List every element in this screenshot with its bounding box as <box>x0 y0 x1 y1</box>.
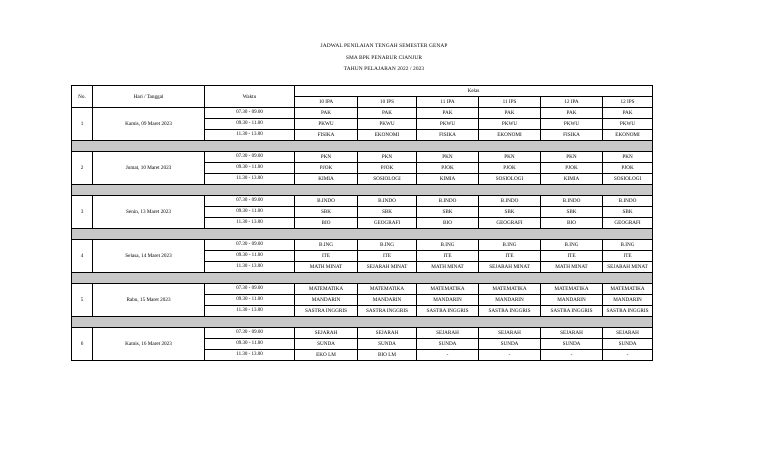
subject-cell: MANDARIN <box>479 295 541 306</box>
subject-cell: SOSIOLOGI <box>479 174 541 185</box>
day-number: 4 <box>72 240 93 273</box>
subject-cell: BIO LM <box>358 350 417 361</box>
subject-cell: PJOK <box>358 163 417 174</box>
subject-cell: KIMIA <box>541 174 603 185</box>
day-date: Selasa, 14 Maret 2023 <box>93 240 205 273</box>
header-class: 11 IPA <box>417 97 479 108</box>
subject-cell: FISIKA <box>417 130 479 141</box>
subject-cell: PKWU <box>295 119 358 130</box>
subject-cell: SASTRA INGGRIS <box>295 306 358 317</box>
subject-cell: BIO <box>417 218 479 229</box>
subject-cell: ITE <box>417 251 479 262</box>
subject-cell: SEJARAH MINAT <box>479 262 541 273</box>
subject-cell: BIO <box>541 218 603 229</box>
subject-cell: PKN <box>603 152 653 163</box>
header-time: Waktu <box>205 86 295 108</box>
subject-cell: PAK <box>541 108 603 119</box>
schedule-row <box>72 196 653 207</box>
subject-cell: FISIKA <box>295 130 358 141</box>
subject-cell: EKONOMI <box>603 130 653 141</box>
header-class: 10 IPA <box>295 97 358 108</box>
subject-cell: B.ING <box>479 240 541 251</box>
subject-cell: GEOGRAFI <box>358 218 417 229</box>
time-slot: 09.30 - 11.00 <box>205 251 295 262</box>
subject-cell: MATH MINAT <box>417 262 479 273</box>
subject-cell: MATEMATIKA <box>479 284 541 295</box>
subject-cell: PKWU <box>541 119 603 130</box>
time-slot: 07.30 - 09.00 <box>205 152 295 163</box>
subject-cell: B.ING <box>417 240 479 251</box>
subject-cell: SASTRA INGGRIS <box>479 306 541 317</box>
subject-cell: FISIKA <box>541 130 603 141</box>
subject-cell: PKN <box>479 152 541 163</box>
school-name: SMA BPK PENABUR CIANJUR <box>345 55 423 61</box>
subject-cell: SASTRA INGGRIS <box>417 306 479 317</box>
day-number: 6 <box>72 328 93 361</box>
time-slot: 09.30 - 11.00 <box>205 119 295 130</box>
time-slot: 07.30 - 09.00 <box>205 108 295 119</box>
subject-cell: SUNDA <box>417 339 479 350</box>
subject-cell: MANDARIN <box>417 295 479 306</box>
subject-cell: SEJARAH <box>358 328 417 339</box>
subject-cell: B.ING <box>541 240 603 251</box>
header-date: Hari / Tanggal <box>93 86 205 108</box>
schedule-row <box>72 328 653 339</box>
subject-cell: SUNDA <box>541 339 603 350</box>
subject-cell: SBK <box>417 207 479 218</box>
time-slot: 09.30 - 11.00 <box>205 295 295 306</box>
subject-cell: SBK <box>358 207 417 218</box>
subject-cell: SUNDA <box>479 339 541 350</box>
subject-cell: B.INDO <box>479 196 541 207</box>
day-number: 2 <box>72 152 93 185</box>
subject-cell: - <box>541 350 603 361</box>
subject-cell: PKWU <box>417 119 479 130</box>
subject-cell: MATH MINAT <box>295 262 358 273</box>
subject-cell: ITE <box>479 251 541 262</box>
subject-cell: SASTRA INGGRIS <box>603 306 653 317</box>
day-number: 3 <box>72 196 93 229</box>
time-slot: 07.30 - 09.00 <box>205 284 295 295</box>
day-separator <box>72 273 653 284</box>
subject-cell: SBK <box>603 207 653 218</box>
subject-cell: BIO <box>295 218 358 229</box>
time-slot: 11.30 - 13.00 <box>205 130 295 141</box>
day-date: Senin, 13 Maret 2023 <box>93 196 205 229</box>
subject-cell: SUNDA <box>603 339 653 350</box>
subject-cell: KIMIA <box>295 174 358 185</box>
subject-cell: PKN <box>295 152 358 163</box>
subject-cell: B.ING <box>358 240 417 251</box>
subject-cell: SBK <box>541 207 603 218</box>
subject-cell: MANDARIN <box>541 295 603 306</box>
subject-cell: PAK <box>603 108 653 119</box>
subject-cell: EKONOMI <box>479 130 541 141</box>
subject-cell: SOSIOLOGI <box>603 174 653 185</box>
header-class: 12 IPA <box>541 97 603 108</box>
subject-cell: EKONOMI <box>358 130 417 141</box>
subject-cell: PJOK <box>603 163 653 174</box>
time-slot: 11.30 - 13.00 <box>205 350 295 361</box>
subject-cell: B.ING <box>603 240 653 251</box>
subject-cell: ITE <box>295 251 358 262</box>
time-slot: 07.30 - 09.00 <box>205 328 295 339</box>
subject-cell: MANDARIN <box>358 295 417 306</box>
subject-cell: - <box>479 350 541 361</box>
academic-year: TAHUN PELAJARAN 2022 / 2023 <box>343 66 425 72</box>
subject-cell: SASTRA INGGRIS <box>541 306 603 317</box>
subject-cell: PKN <box>358 152 417 163</box>
subject-cell: SBK <box>295 207 358 218</box>
subject-cell: MATEMATIKA <box>541 284 603 295</box>
subject-cell: ITE <box>358 251 417 262</box>
time-slot: 11.30 - 13.00 <box>205 218 295 229</box>
subject-cell: EKO LM <box>295 350 358 361</box>
subject-cell: SUNDA <box>358 339 417 350</box>
subject-cell: B.INDO <box>603 196 653 207</box>
day-date: Rabu, 15 Maret 2023 <box>93 284 205 317</box>
subject-cell: PKWU <box>358 119 417 130</box>
subject-cell: ITE <box>603 251 653 262</box>
subject-cell: SBK <box>479 207 541 218</box>
subject-cell: SOSIOLOGI <box>358 174 417 185</box>
time-slot: 11.30 - 13.00 <box>205 306 295 317</box>
subject-cell: B.INDO <box>417 196 479 207</box>
subject-cell: SEJARAH <box>541 328 603 339</box>
day-date: Jumat, 10 Maret 2023 <box>93 152 205 185</box>
subject-cell: SASTRA INGGRIS <box>358 306 417 317</box>
header-class: 10 IPS <box>358 97 417 108</box>
subject-cell: - <box>603 350 653 361</box>
time-slot: 11.30 - 13.00 <box>205 262 295 273</box>
header-kelas: Kelas <box>295 86 653 97</box>
day-date: Kamis, 16 Maret 2023 <box>93 328 205 361</box>
subject-cell: PKN <box>541 152 603 163</box>
day-number: 5 <box>72 284 93 317</box>
subject-cell: MATH MINAT <box>541 262 603 273</box>
day-separator <box>72 229 653 240</box>
subject-cell: MATEMATIKA <box>417 284 479 295</box>
subject-cell: MATEMATIKA <box>295 284 358 295</box>
subject-cell: PKWU <box>479 119 541 130</box>
subject-cell: GEOGRAFI <box>479 218 541 229</box>
subject-cell: B.INDO <box>541 196 603 207</box>
subject-cell: MATEMATIKA <box>603 284 653 295</box>
subject-cell: PKWU <box>603 119 653 130</box>
subject-cell: PAK <box>295 108 358 119</box>
header-no: No. <box>72 86 93 108</box>
subject-cell: MATEMATIKA <box>358 284 417 295</box>
subject-cell: SUNDA <box>295 339 358 350</box>
time-slot: 09.30 - 11.00 <box>205 207 295 218</box>
subject-cell: PAK <box>358 108 417 119</box>
subject-cell: PJOK <box>417 163 479 174</box>
subject-cell: SEJARAH <box>295 328 358 339</box>
subject-cell: SEJARAH <box>479 328 541 339</box>
subject-cell: B.ING <box>295 240 358 251</box>
header-class: 11 IPS <box>479 97 541 108</box>
subject-cell: MANDARIN <box>603 295 653 306</box>
subject-cell: B.INDO <box>358 196 417 207</box>
day-separator <box>72 317 653 328</box>
subject-cell: SEJARAH MINAT <box>603 262 653 273</box>
subject-cell: - <box>417 350 479 361</box>
subject-cell: ITE <box>541 251 603 262</box>
schedule-row <box>72 152 653 163</box>
subject-cell: SEJARAH <box>417 328 479 339</box>
subject-cell: PJOK <box>541 163 603 174</box>
day-number: 1 <box>72 108 93 141</box>
time-slot: 09.30 - 11.00 <box>205 163 295 174</box>
subject-cell: KIMIA <box>417 174 479 185</box>
schedule-row <box>72 240 653 251</box>
subject-cell: GEOGRAFI <box>603 218 653 229</box>
day-date: Kamis, 09 Maret 2023 <box>93 108 205 141</box>
document-title: JADWAL PENILAIAN TENGAH SEMESTER GENAP <box>320 43 448 49</box>
subject-cell: PJOK <box>295 163 358 174</box>
schedule-row <box>72 284 653 295</box>
time-slot: 07.30 - 09.00 <box>205 196 295 207</box>
time-slot: 09.30 - 11.00 <box>205 339 295 350</box>
subject-cell: MANDARIN <box>295 295 358 306</box>
schedule-row <box>72 108 653 119</box>
day-separator <box>72 141 653 152</box>
time-slot: 07.30 - 09.00 <box>205 240 295 251</box>
header-class: 12 IPS <box>603 97 653 108</box>
day-separator <box>72 185 653 196</box>
subject-cell: PAK <box>479 108 541 119</box>
subject-cell: SEJARAH MINAT <box>358 262 417 273</box>
subject-cell: PKN <box>417 152 479 163</box>
subject-cell: SEJARAH <box>603 328 653 339</box>
subject-cell: PJOK <box>479 163 541 174</box>
subject-cell: PAK <box>417 108 479 119</box>
time-slot: 11.30 - 13.00 <box>205 174 295 185</box>
subject-cell: B.INDO <box>295 196 358 207</box>
exam-schedule-table <box>71 85 653 361</box>
